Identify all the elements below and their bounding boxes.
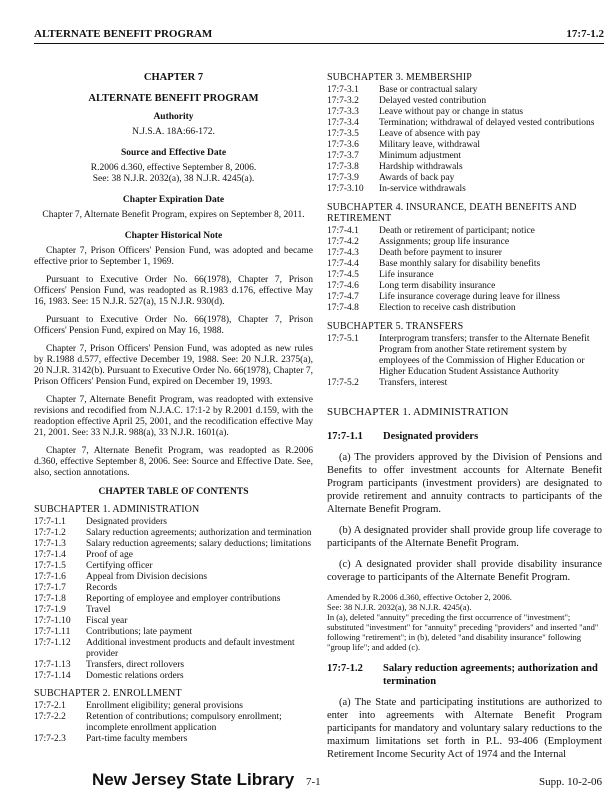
toc-entry-number: 17:7-2.3 [34,734,66,744]
subchapter-2-heading: SUBCHAPTER 2. ENROLLMENT [34,688,182,699]
toc-entry-title: Travel [86,605,111,615]
toc-entry-title: Death before payment to insurer [379,248,502,258]
toc-entry-number: 17:7-5.1 [327,334,359,344]
toc-entry-title: Election to receive cash distribution [379,303,516,313]
toc-entry [327,226,602,237]
toc-entry-title: Salary reduction agreements; salary deductions; limitations [86,539,312,549]
running-header [34,28,604,42]
toc-entry [34,712,313,734]
toc-entry-number: 17:7-4.8 [327,303,359,313]
authority-heading: Authority [153,112,194,122]
toc-entry-title: Salary reduction agreements; authorization and termination [86,528,312,538]
section-number: 17:7-1.2 [327,663,363,674]
toc-entry-title: Awards of back pay [379,173,455,183]
section-paragraph: (a) The providers approved by the Division of Pensions and Benefits to offer investment accounts for Alternate Benefit Program participants (investment providers) are designated to provide retirement and annuity contracts to participants of the Alternate Benefit Program. [327,452,602,515]
toc-entry-number: 17:7-3.4 [327,118,359,128]
toc-entry-title: In-service withdrawals [379,184,466,194]
historical-note: Chapter 7, Alternate Benefit Program, was readopted with extensive revisions and recodified from N.J.A.C. 17:1-2 by R.2001 d.159, with the readoption effective April 25, 2001, and the recodification effective May 21, 2001. See: 33 N.J.R. 988(a), 33 N.J.R. 1601(a). [34,395,313,438]
header-rule [34,43,604,44]
toc-entry-title: Enrollment eligibility; general provisions [86,701,243,711]
toc-entry [34,517,313,528]
historical-note: Chapter 7, Prison Officers' Pension Fund, was adopted as new rules by R.1988 d.577, effective December 19, 1988. See: 20 N.J.R. 2375(a), 20 N.J.R. 3142(b). Pursuant to Executive Order No. 66(1978), Chapter 7, Prison Officers' Pension Fund, expired on December 19, 1993. [34,344,313,387]
toc-entry [327,162,602,173]
header-title: ALTERNATE BENEFIT PROGRAM [34,28,213,40]
toc-entry-number: 17:7-4.4 [327,259,359,269]
toc-entry-number: 17:7-3.5 [327,129,359,139]
subchapter-3-heading: SUBCHAPTER 3. MEMBERSHIP [327,72,472,83]
toc-entry [34,528,313,539]
toc-entry-title: Military leave, withdrawal [379,140,481,150]
toc-entry [34,734,313,745]
toc-entry [327,303,602,314]
toc-entry [34,671,313,682]
toc-entry-number: 17:7-1.2 [34,528,66,538]
section-heading [327,662,602,688]
subchapter-5-list [327,334,602,389]
toc-entry-title: Reporting of employee and employer contributions [86,594,281,604]
toc-entry-number: 17:7-1.5 [34,561,66,571]
toc-entry-title: Leave without pay or change in status [379,107,524,117]
toc-entry-number: 17:7-4.3 [327,248,359,258]
source-text: R.2006 d.360, effective September 8, 2006. [90,163,257,173]
toc-entry-number: 17:7-3.10 [327,184,364,194]
toc-entry [34,605,313,616]
subchapter-1-text-heading: SUBCHAPTER 1. ADMINISTRATION [327,406,509,418]
subchapter-5-heading: SUBCHAPTER 5. TRANSFERS [327,321,464,332]
toc-entry [327,281,602,292]
toc-entry-title: Appeal from Division decisions [86,572,208,582]
toc-entry-title: Interprogram transfers; transfer to the Alternate Benefit Program from another State retirement system by employees of the Commission of Higher Education or Higher Education Student Assistance Authority [379,334,590,377]
toc-entry [327,85,602,96]
subchapter-1-heading: SUBCHAPTER 1. ADMINISTRATION [34,504,200,515]
toc-entry-number: 17:7-1.12 [34,638,71,648]
source-cite: See: 38 N.J.R. 2032(a), 38 N.J.R. 4245(a). [92,174,255,184]
toc-entry-title: Delayed vested contribution [379,96,487,106]
toc-entry-number: 17:7-1.3 [34,539,66,549]
toc-entry-title: Part-time faculty members [86,734,188,744]
header-section: 17:7-1.2 [566,28,604,40]
toc-entry-number: 17:7-1.9 [34,605,66,615]
library-stamp: New Jersey State Library [92,770,295,789]
expiration-heading: Chapter Expiration Date [122,195,225,205]
toc-entry-number: 17:7-4.6 [327,281,359,291]
toc-entry-number: 17:7-1.8 [34,594,66,604]
historical-note: Chapter 7, Prison Officers' Pension Fund, was adopted and became effective prior to September 1, 1969. [34,246,313,267]
historical-note: Pursuant to Executive Order No. 66(1978), Chapter 7, Prison Officers' Pension Fund, was readopted as R.1983 d.176, effective May 16, 1983. See: 15 N.J.R. 527(a), 15 N.J.R. 930(d). [34,275,313,307]
expiration-text: Chapter 7, Alternate Benefit Program, expires on September 8, 2011. [42,210,305,220]
toc-entry-title: Life insurance [379,270,434,280]
historical-note: Chapter 7, Alternate Benefit Program, was readopted as R.2006 d.360, effective September 8, 2006. See: Source and Effective Date. See, also, section annotations. [34,446,313,478]
toc-entry-number: 17:7-1.10 [34,616,71,626]
toc-entry-title: Hardship withdrawals [379,162,463,172]
toc-entry-title: Assignments; group life insurance [379,237,510,247]
toc-entry [34,583,313,594]
toc-entry-title: Records [86,583,118,593]
toc-entry-title: Retention of contributions; compulsory enrollment; incomplete enrollment application [86,712,282,733]
subchapter-1-list [34,517,313,682]
supplement-date: Supp. 10-2-06 [539,776,602,788]
toc-entry [327,292,602,303]
toc-entry-number: 17:7-3.9 [327,173,359,183]
subchapter-4-list [327,226,602,314]
toc-entry-title: Life insurance coverage during leave for illness [379,292,560,302]
chapter-number: CHAPTER 7 [143,72,204,83]
toc-entry-number: 17:7-3.8 [327,162,359,172]
toc-entry [34,638,313,660]
toc-entry [327,129,602,140]
section-heading [327,430,602,443]
page-footer [0,770,614,792]
toc-entry [34,701,313,712]
toc-entry-number: 17:7-1.14 [34,671,71,681]
toc-entry [327,96,602,107]
toc-entry [327,173,602,184]
section-paragraph: (a) The State and participating institutions are authorized to enter into agreements with Alternate Benefit Program participants for mandatory and voluntary salary reductions to the maximum limitations set forth in P.L. 93-406 (Employment Retirement Income Security Act of 1974 and the Internal [327,697,602,760]
toc-entry-number: 17:7-5.2 [327,378,359,388]
toc-entry-title: Transfers, interest [379,378,448,388]
historical-note-heading: Chapter Historical Note [124,231,223,241]
section-paragraph: (b) A designated provider shall provide group life coverage to participants of the Alternate Benefit Program. [327,525,602,549]
section-number: 17:7-1.1 [327,431,363,442]
authority-text: N.J.S.A. 18A:66-172. [132,127,215,137]
toc-entry-number: 17:7-1.1 [34,517,66,527]
toc-entry [34,627,313,638]
toc-entry-number: 17:7-3.1 [327,85,359,95]
toc-entry [327,259,602,270]
toc-entry-number: 17:7-3.6 [327,140,359,150]
toc-entry-number: 17:7-4.2 [327,237,359,247]
toc-entry-number: 17:7-1.11 [34,627,71,637]
toc-entry-number: 17:7-4.5 [327,270,359,280]
toc-entry-title: Certifying officer [86,561,153,571]
toc-entry-title: Fiscal year [86,616,128,626]
toc-entry [327,107,602,118]
toc-entry-number: 17:7-4.7 [327,292,359,302]
toc-entry [327,334,602,378]
toc-entry-title: Transfers, direct rollovers [86,660,185,670]
toc-entry-title: Proof of age [86,550,133,560]
toc-entry [327,118,602,129]
toc-entry-title: Domestic relations orders [86,671,184,681]
toc-entry [34,561,313,572]
right-column [327,72,602,769]
toc-entry-number: 17:7-1.13 [34,660,71,670]
toc-entry-title: Minimum adjustment [379,151,462,161]
toc-entry [34,539,313,550]
toc-entry [327,237,602,248]
toc-entry-number: 17:7-3.3 [327,107,359,117]
toc-entry-title: Termination; withdrawal of delayed vested contributions [379,118,595,128]
toc-entry [327,270,602,281]
subchapter-4-heading: SUBCHAPTER 4. INSURANCE, DEATH BENEFITS AND RETIREMENT [327,202,577,224]
toc-entry [327,140,602,151]
subchapter-2-list [34,701,313,745]
toc-entry-title: Additional investment products and default investment provider [86,638,295,659]
toc-entry-number: 17:7-4.1 [327,226,359,236]
toc-entry [34,572,313,583]
section-title: Salary reduction agreements; authorization and termination [383,663,598,687]
toc-entry-title: Leave of absence with pay [379,129,481,139]
toc-entry [34,550,313,561]
page-number: 7-1 [306,776,321,788]
section-history-note: Amended by R.2006 d.360, effective October 2, 2006. See: 38 N.J.R. 2032(a), 38 N.J.R. 4245(a). In (a), deleted "annuity" preceding the first occurrence of "investment"; substituted "investment" for "annuity" preceding "providers" and inserted "and" following "retirement"; in (b), deleted "and disability insurance" following "group life"; and added (c). [327,592,599,652]
historical-note: Pursuant to Executive Order No. 66(1978), Chapter 7, Prison Officers' Pension Fund, expired on May 16, 1988. [34,315,313,336]
toc-entry-number: 17:7-1.7 [34,583,66,593]
toc-entry-title: Designated providers [86,517,167,527]
section-title: Designated providers [383,431,479,442]
toc-heading: CHAPTER TABLE OF CONTENTS [98,487,249,497]
toc-entry-title: Death or retirement of participant; notice [379,226,535,236]
toc-entry-number: 17:7-3.7 [327,151,359,161]
left-column [34,72,313,745]
toc-entry-number: 17:7-2.1 [34,701,66,711]
toc-entry-number: 17:7-1.4 [34,550,66,560]
toc-entry-title: Long term disability insurance [379,281,496,291]
toc-entry-number: 17:7-1.6 [34,572,66,582]
toc-entry [327,184,602,195]
toc-entry [34,660,313,671]
subchapter-3-list [327,85,602,195]
chapter-title: ALTERNATE BENEFIT PROGRAM [88,93,259,104]
toc-entry-title: Contributions; late payment [86,627,193,637]
toc-entry [34,616,313,627]
toc-entry-title: Base or contractual salary [379,85,478,95]
toc-entry [327,378,602,389]
toc-entry [327,248,602,259]
toc-entry-title: Base monthly salary for disability benefits [379,259,541,269]
toc-entry-number: 17:7-3.2 [327,96,359,106]
section-paragraph: (c) A designated provider shall provide disability insurance coverage to participants of the Alternate Benefit Program. [327,559,602,583]
toc-entry-number: 17:7-2.2 [34,712,66,722]
toc-entry [327,151,602,162]
toc-entry [34,594,313,605]
source-heading: Source and Effective Date [120,148,227,158]
